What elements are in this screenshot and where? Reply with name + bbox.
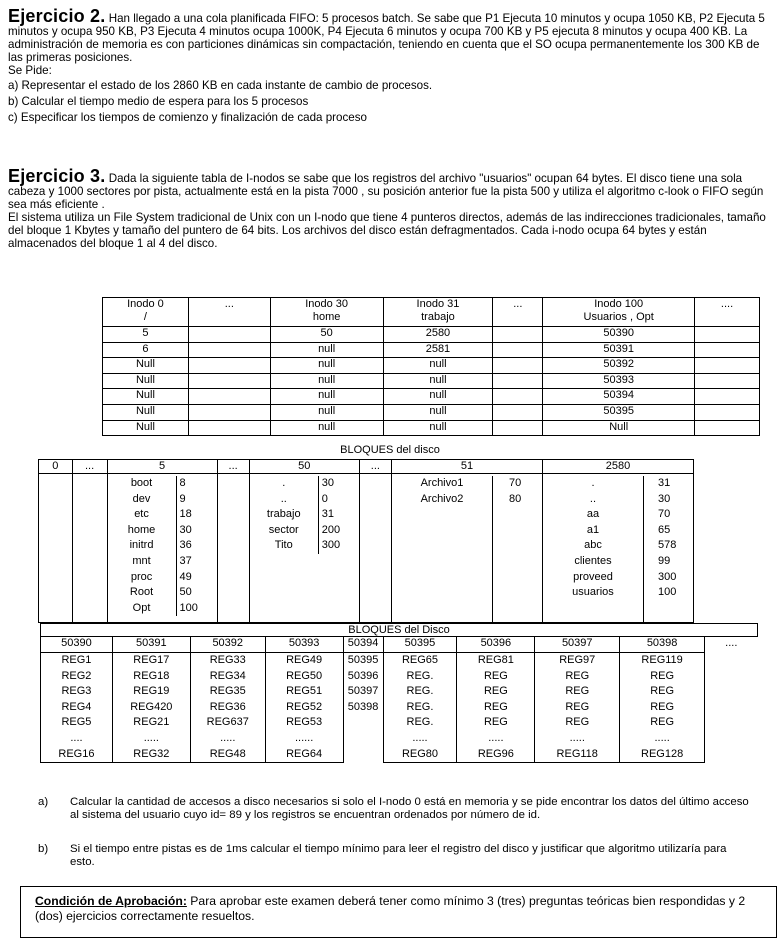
inode-cell: 50390	[543, 327, 695, 343]
bloque-51-body	[391, 474, 542, 623]
inode-cell	[493, 373, 543, 389]
inode-cell: Null	[103, 404, 189, 420]
stack-entry: 300	[321, 539, 341, 552]
inode-header-3	[383, 298, 493, 327]
stack-entry: REG64	[286, 747, 323, 760]
b2-header-4: 50394	[343, 637, 383, 653]
stack-entry: 50	[179, 586, 192, 599]
stack-entry: REG17	[133, 654, 170, 666]
table-row	[103, 420, 760, 436]
inode-cell: null	[383, 420, 493, 436]
inode-cell	[188, 358, 270, 374]
ej3-intro2: El sistema utiliza un File System tradicional de Unix con un I-nodo que tiene 4 punteros directos, además de las indirecciones tradicionales, tamaño del bloque 1 Kbytes y tamaño del puntero de 64 bits. Los archivos del disco están defragmentados. Cada i-nodo ocupa 64 bytes y están almacenados del bloque 1 al 4 del disco.	[8, 211, 766, 250]
stack-entry: REG52	[286, 700, 323, 713]
condicion-label: Condición de Aprobación:	[35, 894, 187, 908]
stack-entry: home	[127, 523, 156, 536]
stack-entry: .....	[488, 731, 504, 744]
inode-header-title: ....	[720, 298, 734, 310]
b2-col-9	[705, 653, 758, 763]
stack-entry: 70	[508, 477, 522, 489]
stack-entry: 80	[508, 492, 522, 505]
stack-entry: REG.	[406, 669, 434, 682]
inode-cell: Null	[103, 358, 189, 374]
inode-cell: null	[383, 358, 493, 374]
stack-entry: REG81	[477, 654, 514, 666]
bloque-3-body	[217, 474, 249, 623]
bloque-hdr-5b: ...	[359, 460, 391, 474]
bloques-table-1	[38, 459, 694, 623]
stack-entry: .....	[412, 731, 428, 744]
inode-cell: 50392	[543, 358, 695, 374]
inode-cell	[493, 420, 543, 436]
stack-entry: REG	[650, 716, 675, 729]
inode-header-sub: /	[143, 311, 147, 323]
condicion-box	[20, 886, 777, 938]
stack-entry: etc	[134, 508, 149, 521]
stack-entry: Tito	[274, 539, 293, 552]
stack-entry: REG65	[401, 654, 439, 666]
stack-entry	[344, 715, 383, 731]
pregunta-b	[38, 843, 758, 871]
stack-entry: REG	[565, 669, 590, 682]
inode-header-4	[493, 298, 543, 327]
bloques-table-2	[40, 623, 758, 763]
stack-entry: REG80	[401, 747, 439, 760]
stack-entry: 50396	[347, 669, 379, 682]
stack-entry: ..	[589, 492, 597, 505]
inode-cell	[188, 389, 270, 405]
stack-entry: REG5	[61, 716, 92, 729]
b2-header-3: 50393	[265, 637, 343, 653]
inode-cell	[493, 342, 543, 358]
stack-entry: Opt	[132, 601, 151, 614]
pregunta-a-label: a)	[38, 796, 49, 808]
stack-entry: REG21	[133, 716, 170, 729]
inode-cell: 5	[103, 327, 189, 343]
inode-cell: 50393	[543, 373, 695, 389]
stack-entry: 49	[179, 570, 192, 583]
stack-entry: REG48	[209, 747, 246, 760]
stack-entry: 31	[657, 477, 671, 489]
stack-entry: REG	[483, 700, 508, 713]
stack-entry: REG35	[209, 685, 246, 698]
inode-header-title: Inodo 31	[416, 298, 460, 310]
b2-col-7	[535, 653, 620, 763]
stack-entry: .	[591, 477, 595, 489]
b2-header-9: ....	[725, 637, 738, 649]
inode-header-sub: home	[312, 311, 341, 323]
stack-entry: REG53	[286, 716, 323, 729]
stack-entry: REG	[483, 669, 508, 682]
inode-cell: null	[383, 389, 493, 405]
stack-entry: Root	[129, 586, 154, 599]
stack-entry: 70	[657, 508, 671, 521]
ej3-title: Ejercicio 3.	[8, 166, 106, 186]
stack-entry: 65	[657, 523, 671, 536]
inode-header-title: ...	[513, 298, 523, 310]
b2-header-6: 50396	[457, 637, 535, 653]
stack-entry: REG	[565, 700, 590, 713]
inode-header-1	[188, 298, 270, 327]
inode-header-2	[270, 298, 383, 327]
bloque-hdr-3: ...	[217, 460, 249, 474]
inode-cell: 50391	[543, 342, 695, 358]
inode-cell: Null	[103, 420, 189, 436]
inode-cell: null	[270, 373, 383, 389]
ejercicio-2	[8, 6, 768, 124]
stack-entry: sector	[268, 523, 299, 536]
stack-entry: 31	[321, 508, 334, 521]
inode-cell	[493, 404, 543, 420]
b2-col-8	[620, 653, 705, 763]
inode-cell: null	[270, 389, 383, 405]
stack-entry: REG32	[133, 747, 170, 760]
inode-cell	[493, 389, 543, 405]
b2-col-3	[265, 653, 343, 763]
bloque-50-names	[250, 476, 318, 554]
stack-entry: REG637	[206, 716, 249, 729]
bloque-1-body	[72, 474, 107, 623]
inode-cell: Null	[103, 389, 189, 405]
stack-entry: 18	[179, 508, 192, 521]
stack-entry: .....	[569, 731, 585, 744]
stack-entry	[344, 731, 383, 747]
stack-entry: 8	[179, 477, 186, 489]
stack-entry: 30	[179, 523, 192, 536]
stack-entry: REG3	[61, 685, 92, 698]
stack-entry: Archivo1	[420, 477, 464, 489]
stack-entry: REG	[650, 700, 675, 713]
stack-entry: 99	[657, 554, 671, 567]
bloque-hdr-2580: 2580	[542, 460, 693, 474]
inode-cell	[188, 404, 270, 420]
inode-cell	[695, 358, 760, 374]
ej3-intro	[8, 166, 768, 211]
stack-entry: 50397	[347, 685, 379, 698]
bloque-2580-nums	[643, 476, 693, 622]
stack-entry	[344, 747, 383, 763]
inode-cell	[188, 373, 270, 389]
table-row	[103, 373, 760, 389]
inode-cell: 2581	[383, 342, 493, 358]
inode-header-sub: trabajo	[421, 311, 455, 323]
inode-cell	[695, 327, 760, 343]
bloque-0-body	[39, 474, 73, 623]
stack-entry: .	[282, 477, 286, 489]
stack-entry: proveed	[573, 570, 613, 583]
stack-entry: aa	[586, 508, 600, 521]
b2-col-1	[112, 653, 190, 763]
b2-col-2	[190, 653, 265, 763]
condicion-text: Para aprobar este examen deberá tener como mínimo 3 (tres) preguntas teóricas bien respondidas y 2 (dos) ejercicios correctamente resueltos.	[35, 894, 746, 923]
ej2-intro-text: Han llegado a una cola planificada FIFO: 5 procesos batch. Se sabe que P1 Ejecuta 10 minutos y ocupa 1050 KB, P2 Ejecuta 5 minutos y ocupa 950 KB, P3 Ejecuta 4 minutos ocupa 1000K, P4 Ejecuta 6 minutos y ocupa 700 KB y P5 ejecuta 8 minutos y ocupa 400 KB. La administración de memoria es con particiones dinámicas sin compactación, teniendo en cuenta que el SO ocupa permanentemente los 300 KB de las primeras posiciones.	[8, 12, 765, 64]
inode-cell	[695, 404, 760, 420]
stack-entry: 100	[179, 601, 198, 614]
bloques-caption-1: BLOQUES del disco	[340, 444, 440, 456]
stack-entry: REG	[650, 669, 675, 682]
inode-cell	[493, 358, 543, 374]
pregunta-b-label: b)	[38, 843, 49, 855]
table-row	[103, 404, 760, 420]
ejercicio-3	[8, 166, 768, 250]
stack-entry: .....	[143, 731, 159, 744]
inode-header-6	[695, 298, 760, 327]
inode-cell: 50394	[543, 389, 695, 405]
stack-entry: 300	[657, 570, 677, 583]
stack-entry: 200	[321, 523, 341, 536]
inode-table	[102, 297, 760, 436]
b2-header-8: 50398	[620, 637, 705, 653]
inode-header-title: Inodo 30	[305, 298, 349, 310]
stack-entry: 100	[657, 586, 677, 599]
stack-entry: REG128	[641, 747, 684, 760]
inode-cell	[493, 327, 543, 343]
inode-cell: Null	[543, 420, 695, 436]
inode-cell	[188, 420, 270, 436]
inode-cell	[188, 342, 270, 358]
inode-header-title: Inodo 0	[127, 298, 164, 310]
inode-cell: Null	[103, 373, 189, 389]
stack-entry: 578	[657, 539, 677, 552]
stack-entry: trabajo	[266, 508, 301, 521]
stack-entry: REG1	[61, 654, 92, 666]
inode-cell	[695, 342, 760, 358]
pregunta-a	[38, 796, 758, 834]
inode-cell: 6	[103, 342, 189, 358]
b2-header-7: 50397	[535, 637, 620, 653]
bloque-5-body	[107, 474, 217, 623]
stack-entry: 0	[321, 492, 328, 505]
stack-entry: REG16	[58, 747, 95, 760]
stack-entry: REG4	[61, 700, 92, 713]
stack-entry: REG51	[286, 685, 323, 698]
bloque-5-nums	[176, 476, 217, 616]
stack-entry: REG2	[61, 669, 92, 682]
inode-header-0	[103, 298, 189, 327]
b2-header-2: 50392	[190, 637, 265, 653]
bloques-caption-2: BLOQUES del Disco	[41, 624, 758, 637]
bloque-51-names	[392, 476, 492, 622]
inode-cell: null	[383, 373, 493, 389]
bloque-2580-body	[542, 474, 693, 623]
stack-entry: .....	[654, 731, 670, 744]
bloque-50-body	[249, 474, 359, 623]
bloque-50-nums	[318, 476, 359, 554]
inode-cell: null	[270, 420, 383, 436]
stack-entry: REG36	[209, 700, 246, 713]
bloque-hdr-5: 5	[107, 460, 217, 474]
stack-entry: .....	[220, 731, 236, 744]
stack-entry: REG.	[406, 700, 434, 713]
ej2-se-pide: Se Pide:	[8, 64, 52, 77]
inode-cell	[695, 389, 760, 405]
stack-entry: Archivo2	[420, 492, 464, 505]
inode-cell	[188, 327, 270, 343]
table-row	[103, 327, 760, 343]
stack-entry: REG119	[641, 654, 683, 666]
inode-cell: null	[270, 342, 383, 358]
bloque-5-names	[108, 476, 176, 616]
b2-col-6	[457, 653, 535, 763]
bloque-5b-body	[359, 474, 391, 623]
stack-entry: 50398	[347, 700, 379, 713]
ej2-item-c: c) Especificar los tiempos de comienzo y finalización de cada proceso	[8, 111, 367, 124]
stack-entry: REG	[565, 685, 590, 698]
stack-entry: usuarios	[572, 586, 614, 599]
inode-cell: 2580	[383, 327, 493, 343]
stack-entry: ....	[70, 731, 83, 744]
inode-header-title: ...	[224, 298, 234, 310]
stack-entry: 50395	[347, 654, 379, 666]
b2-header-1: 50391	[112, 637, 190, 653]
stack-entry: REG49	[286, 654, 323, 666]
stack-entry: clientes	[574, 554, 612, 567]
bloque-hdr-50: 50	[249, 460, 359, 474]
stack-entry: ......	[294, 731, 314, 744]
stack-entry: a1	[586, 523, 600, 536]
stack-entry: REG	[483, 685, 508, 698]
table-row	[103, 358, 760, 374]
inode-header-title: Inodo 100	[594, 298, 644, 310]
stack-entry: 37	[179, 554, 192, 567]
stack-entry: 30	[321, 477, 334, 489]
ej3-intro-text: Dada la siguiente tabla de I-nodos se sabe que los registros del archivo "usuarios" ocupan 64 bytes. El disco tiene una sola cabeza y 1000 sectores por pista, actualmente está en la pista 7000 , su posición anterior fue la pista 500 y utiliza el algoritmo c-look o FIFO según sea más eficiente .	[8, 172, 764, 211]
stack-entry: 30	[657, 492, 671, 505]
stack-entry: dev	[132, 492, 151, 505]
stack-entry: REG420	[130, 700, 173, 713]
table-row	[103, 342, 760, 358]
stack-entry: REG118	[556, 747, 598, 760]
stack-entry: REG	[565, 716, 590, 729]
stack-entry: boot	[130, 477, 153, 489]
stack-entry: 36	[179, 539, 192, 552]
stack-entry: REG97	[559, 654, 596, 666]
stack-entry: proc	[130, 570, 153, 583]
stack-entry: ..	[280, 492, 287, 505]
pregunta-b-text: Si el tiempo entre pistas es de 1ms calcular el tiempo mínimo para leer el registro del disco y justificar que algoritmo utilizaría para esto.	[70, 843, 727, 868]
bloque-51-nums	[492, 476, 542, 622]
stack-entry: REG96	[477, 747, 514, 760]
ej2-intro	[8, 6, 768, 64]
inode-cell: 50395	[543, 404, 695, 420]
bloque-2580-names	[543, 476, 643, 622]
stack-entry: REG18	[133, 669, 170, 682]
inode-cell: null	[270, 358, 383, 374]
pregunta-a-text: Calcular la cantidad de accesos a disco necesarios si solo el I-nodo 0 está en memoria y se pide encontrar los datos del último acceso al sistema del usuario cuyo id= 89 y los registros se encuentran ordenados por número de id.	[70, 796, 749, 821]
stack-entry: abc	[584, 539, 602, 552]
inode-cell	[695, 373, 760, 389]
b2-col-4	[343, 653, 383, 763]
b2-header-5: 50395	[383, 637, 457, 653]
bloque-hdr-51: 51	[391, 460, 542, 474]
stack-entry: 9	[179, 492, 186, 505]
stack-entry: mnt	[132, 554, 151, 567]
bloque-hdr-1: ...	[72, 460, 107, 474]
bloque-hdr-0: 0	[39, 460, 73, 474]
inode-cell: null	[383, 404, 493, 420]
stack-entry: REG33	[209, 654, 246, 666]
ej2-item-a: a) Representar el estado de los 2860 KB en cada instante de cambio de procesos.	[8, 79, 433, 92]
inode-cell	[695, 420, 760, 436]
inode-header-sub: Usuarios , Opt	[583, 311, 654, 323]
stack-entry: REG.	[406, 685, 434, 698]
stack-entry: REG50	[286, 669, 323, 682]
stack-entry: REG	[650, 685, 675, 698]
stack-entry: initrd	[129, 539, 154, 552]
b2-col-5	[383, 653, 457, 763]
inode-cell: 50	[270, 327, 383, 343]
ej2-item-b: b) Calcular el tiempo medio de espera para los 5 procesos	[8, 95, 309, 108]
ej2-title: Ejercicio 2.	[8, 6, 106, 26]
inode-header-5	[543, 298, 695, 327]
table-row	[103, 389, 760, 405]
b2-col-0	[41, 653, 113, 763]
inode-cell: null	[270, 404, 383, 420]
stack-entry: REG.	[406, 716, 434, 729]
stack-entry: REG	[483, 716, 508, 729]
stack-entry: REG34	[209, 669, 246, 682]
stack-entry: REG19	[133, 685, 170, 698]
b2-header-0: 50390	[41, 637, 113, 653]
